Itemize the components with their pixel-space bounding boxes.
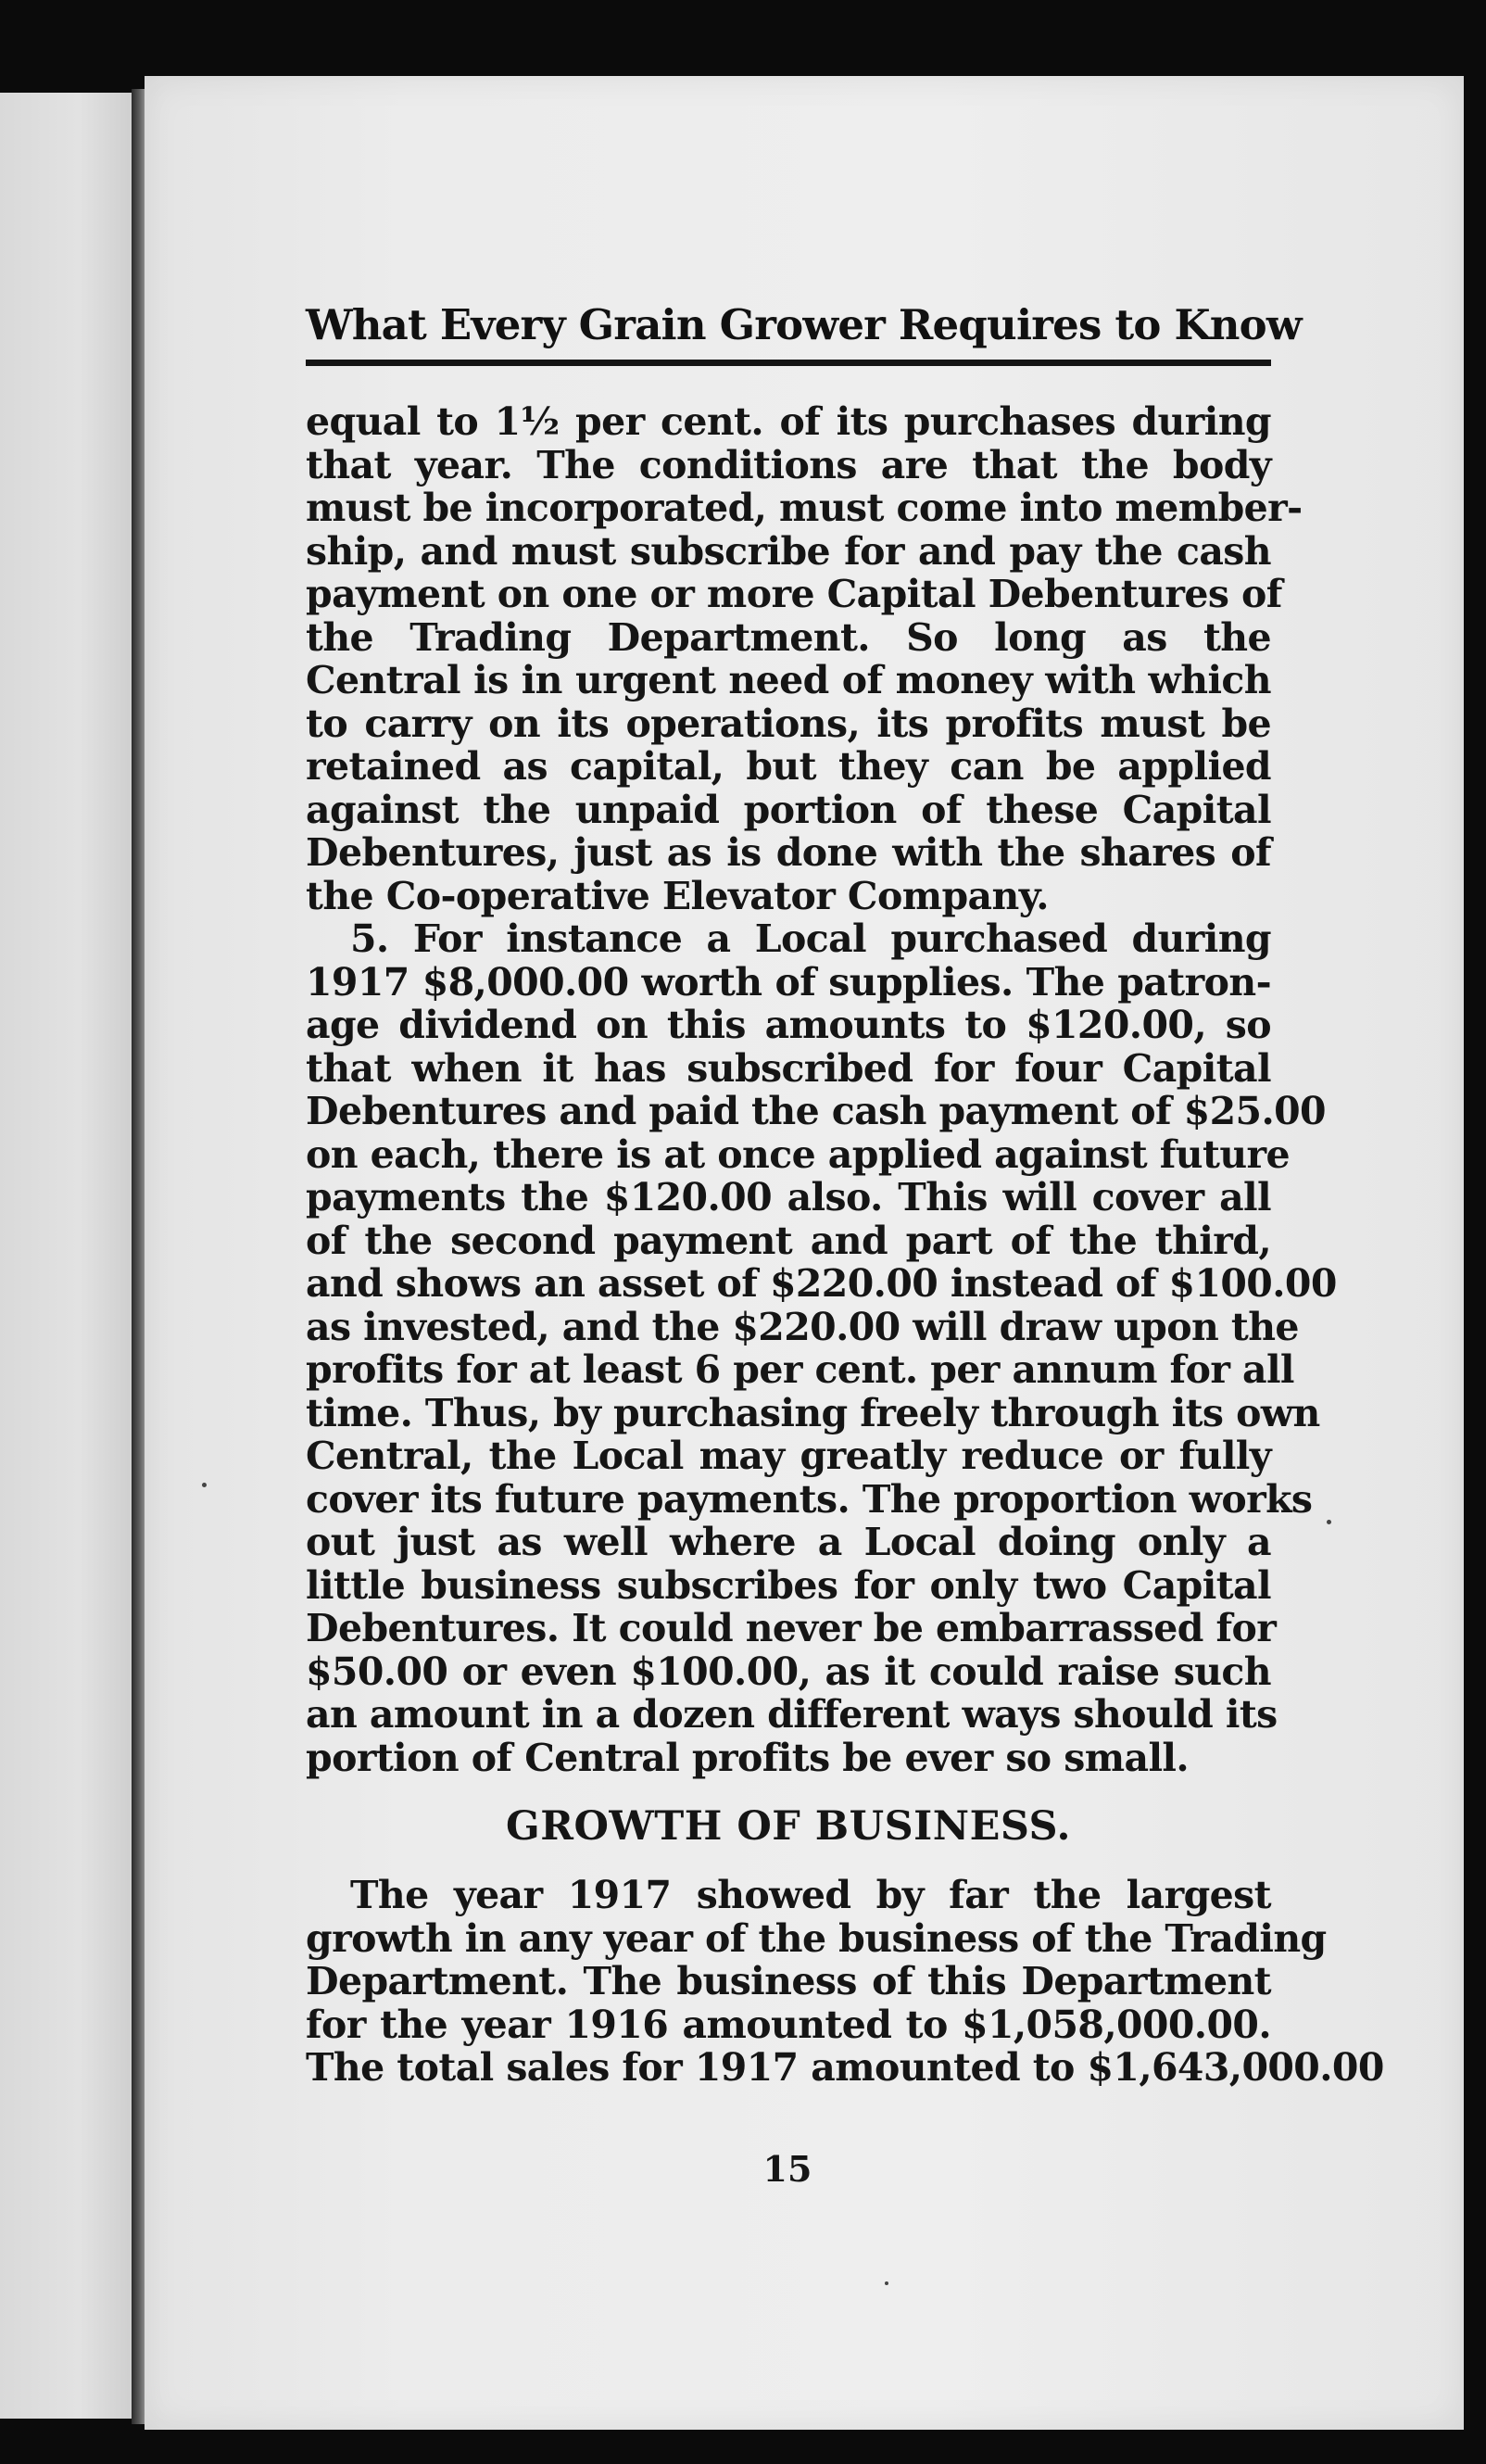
text-line: of the second payment and part of the third, xyxy=(306,1218,1271,1263)
running-head: What Every Grain Grower Requires to Know xyxy=(306,300,1302,349)
text-line: profits for at least 6 per cent. per annum for all xyxy=(306,1347,1294,1392)
text-line: an amount in a dozen different ways should its xyxy=(306,1692,1278,1737)
text-line: to carry on its operations, its profits must be xyxy=(306,701,1271,746)
text-line: ship, and must subscribe for and pay the cash xyxy=(306,528,1271,574)
text-line: against the unpaid portion of these Capital xyxy=(306,787,1271,832)
print-speck xyxy=(885,2281,888,2285)
text-line: the Co-operative Elevator Company. xyxy=(306,873,1049,918)
print-speck xyxy=(1327,1520,1331,1524)
text-line: Debentures, just as is done with the shares of xyxy=(306,830,1271,875)
text-line: equal to 1½ per cent. of its purchases during xyxy=(306,399,1271,444)
facing-page-edge xyxy=(0,93,132,2419)
text-line: on each, there is at once applied against future xyxy=(306,1131,1291,1177)
text-line: for the year 1916 amounted to $1,058,000.00. xyxy=(306,2002,1271,2047)
text-line: $50.00 or even $100.00, as it could raise such xyxy=(306,1649,1271,1694)
text-line: and shows an asset of $220.00 instead of $100.00 xyxy=(306,1261,1337,1306)
text-line: growth in any year of the business of the Trading xyxy=(306,1915,1327,1961)
text-line: the Trading Department. So long as the xyxy=(306,614,1271,660)
text-line: 5. For instance a Local purchased during xyxy=(350,916,1271,961)
text-line: portion of Central profits be ever so small. xyxy=(306,1735,1190,1780)
text-line: little business subscribes for only two Capital xyxy=(306,1562,1271,1608)
text-line: out just as well where a Local doing only a xyxy=(306,1520,1271,1564)
text-line: that when it has subscribed for four Capital xyxy=(306,1045,1271,1091)
text-line: age dividend on this amounts to $120.00, so xyxy=(306,1003,1271,1047)
text-line: Debentures. It could never be embarrassed for xyxy=(306,1606,1277,1650)
text-line: 1917 $8,000.00 worth of supplies. The patron- xyxy=(306,959,1271,1005)
text-line: The total sales for 1917 amounted to $1,643,000.00 xyxy=(306,2045,1384,2090)
print-speck xyxy=(202,1483,207,1487)
text-line: Central, the Local may greatly reduce or fully xyxy=(306,1434,1271,1478)
section-heading: GROWTH OF BUSINESS. xyxy=(506,1803,1071,1850)
paragraph-continued xyxy=(306,399,1303,918)
text-line: that year. The conditions are that the body xyxy=(306,442,1271,487)
text-line: payments the $120.00 also. This will cover all xyxy=(306,1175,1271,1219)
text-line: time. Thus, by purchasing freely through its own xyxy=(306,1390,1320,1435)
page-body xyxy=(306,399,1384,2090)
text-line: Central is in urgent need of money with which xyxy=(306,658,1271,702)
text-line: payment on one or more Capital Debentures of xyxy=(306,572,1282,616)
page-number: 15 xyxy=(762,2148,812,2190)
paragraph-growth xyxy=(306,1873,1384,2090)
paragraph-five xyxy=(306,916,1337,1780)
text-line: must be incorporated, must come into member- xyxy=(306,486,1303,530)
text-line: Department. The business of this Department xyxy=(306,1959,1271,2003)
text-line: The year 1917 showed by far the largest xyxy=(350,1873,1271,1917)
text-line: as invested, and the $220.00 will draw upon the xyxy=(306,1304,1299,1349)
text-line: retained as capital, but they can be applied xyxy=(306,744,1271,789)
running-head-rule xyxy=(306,360,1271,366)
text-line: Debentures and paid the cash payment of $25.00 xyxy=(306,1089,1326,1133)
text-line: cover its future payments. The proportion works xyxy=(306,1476,1313,1522)
